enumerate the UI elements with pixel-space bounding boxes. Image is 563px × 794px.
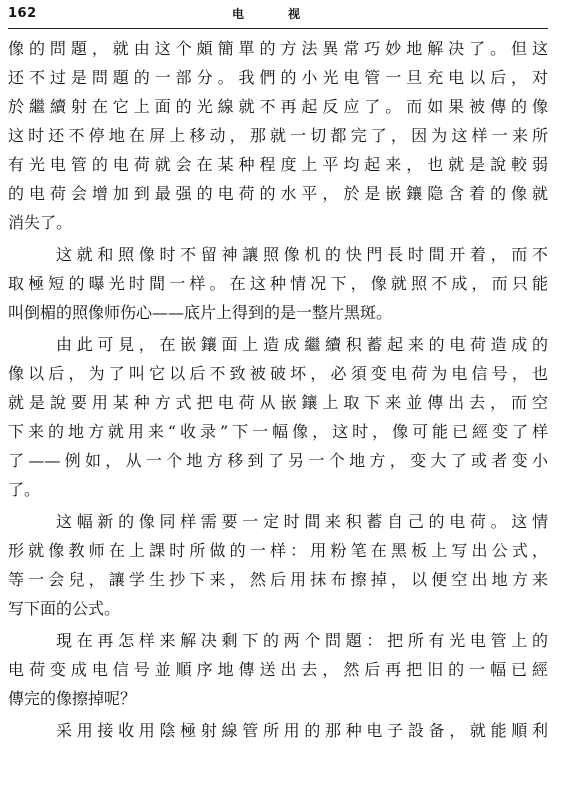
text-line: 由此可見，在嵌鑲面上造成繼續积蓄起来的电荷造成的 <box>56 335 548 354</box>
text-line: 傳完的像擦掉呢？ <box>8 689 137 708</box>
text-line: 取極短的曝光时間一样。在这种情况下，像就照不成，而只能 <box>8 274 548 293</box>
text-line: 还不过是問題的一部分。我們的小光电管一旦充电以后，对 <box>8 68 548 87</box>
text-line: 的电荷会增加到最强的电荷的水平，於是嵌鑲隐含着的像就 <box>8 184 548 203</box>
page-header <box>8 2 548 29</box>
text-line: 下来的地方就用来“收录”下一幅像，这时，像可能已經变了样 <box>8 422 548 441</box>
body-text <box>8 34 548 745</box>
text-line: 电荷变成电信号並順序地傳送出去，然后再把旧的一幅已經 <box>8 660 548 679</box>
text-line: 了——例如，从一个地方移到了另一个地方，变大了或者变小 <box>8 451 548 470</box>
text-line: 現在再怎样来解决剩下的两个問題：把所有光电管上的 <box>56 631 548 650</box>
text-line: 了。 <box>8 480 41 499</box>
page-number: 162 <box>8 6 37 21</box>
text-line: 叫倒楣的照像师伤心——底片上得到的是一整片黑斑。 <box>8 303 393 322</box>
text-line: 就是說要用某种方式把电荷从嵌鑲上取下来並傳出去，而空 <box>8 393 548 412</box>
text-line: 等一会兒，讓学生抄下来，然后用抹布擦掉，以便空出地方来 <box>8 570 548 589</box>
text-line: 於繼續射在它上面的光線就不再起反应了。而如果被傳的像 <box>8 97 548 116</box>
text-line: 有光电管的电荷就会在某种程度上平均起来，也就是說較弱 <box>8 155 548 174</box>
text-line: 消失了。 <box>8 213 73 232</box>
text-line: 这时还不停地在屏上移动，那就一切都完了，因为这样一来所 <box>8 126 548 145</box>
text-line: 写下面的公式。 <box>8 599 121 618</box>
text-line: 像以后，为了叫它以后不致被破坏，必須变电荷为电信号，也 <box>8 364 548 383</box>
text-line: 形就像教师在上課时所做的一样：用粉笔在黑板上写出公式， <box>8 541 548 560</box>
text-line: 采用接收用陰極射線管所用的那种电子設备，就能順利 <box>56 721 548 740</box>
text-line: 这幅新的像同样需要一定时間来积蓄自己的电荷。这情 <box>56 512 548 531</box>
text-line: 这就和照像时不留神讓照像机的快門長时間开着，而不 <box>56 245 548 264</box>
text-line: 像的問題，就由这个頗簡單的方法異常巧妙地解决了。但这 <box>8 39 548 58</box>
running-head: 电视 <box>232 7 345 21</box>
